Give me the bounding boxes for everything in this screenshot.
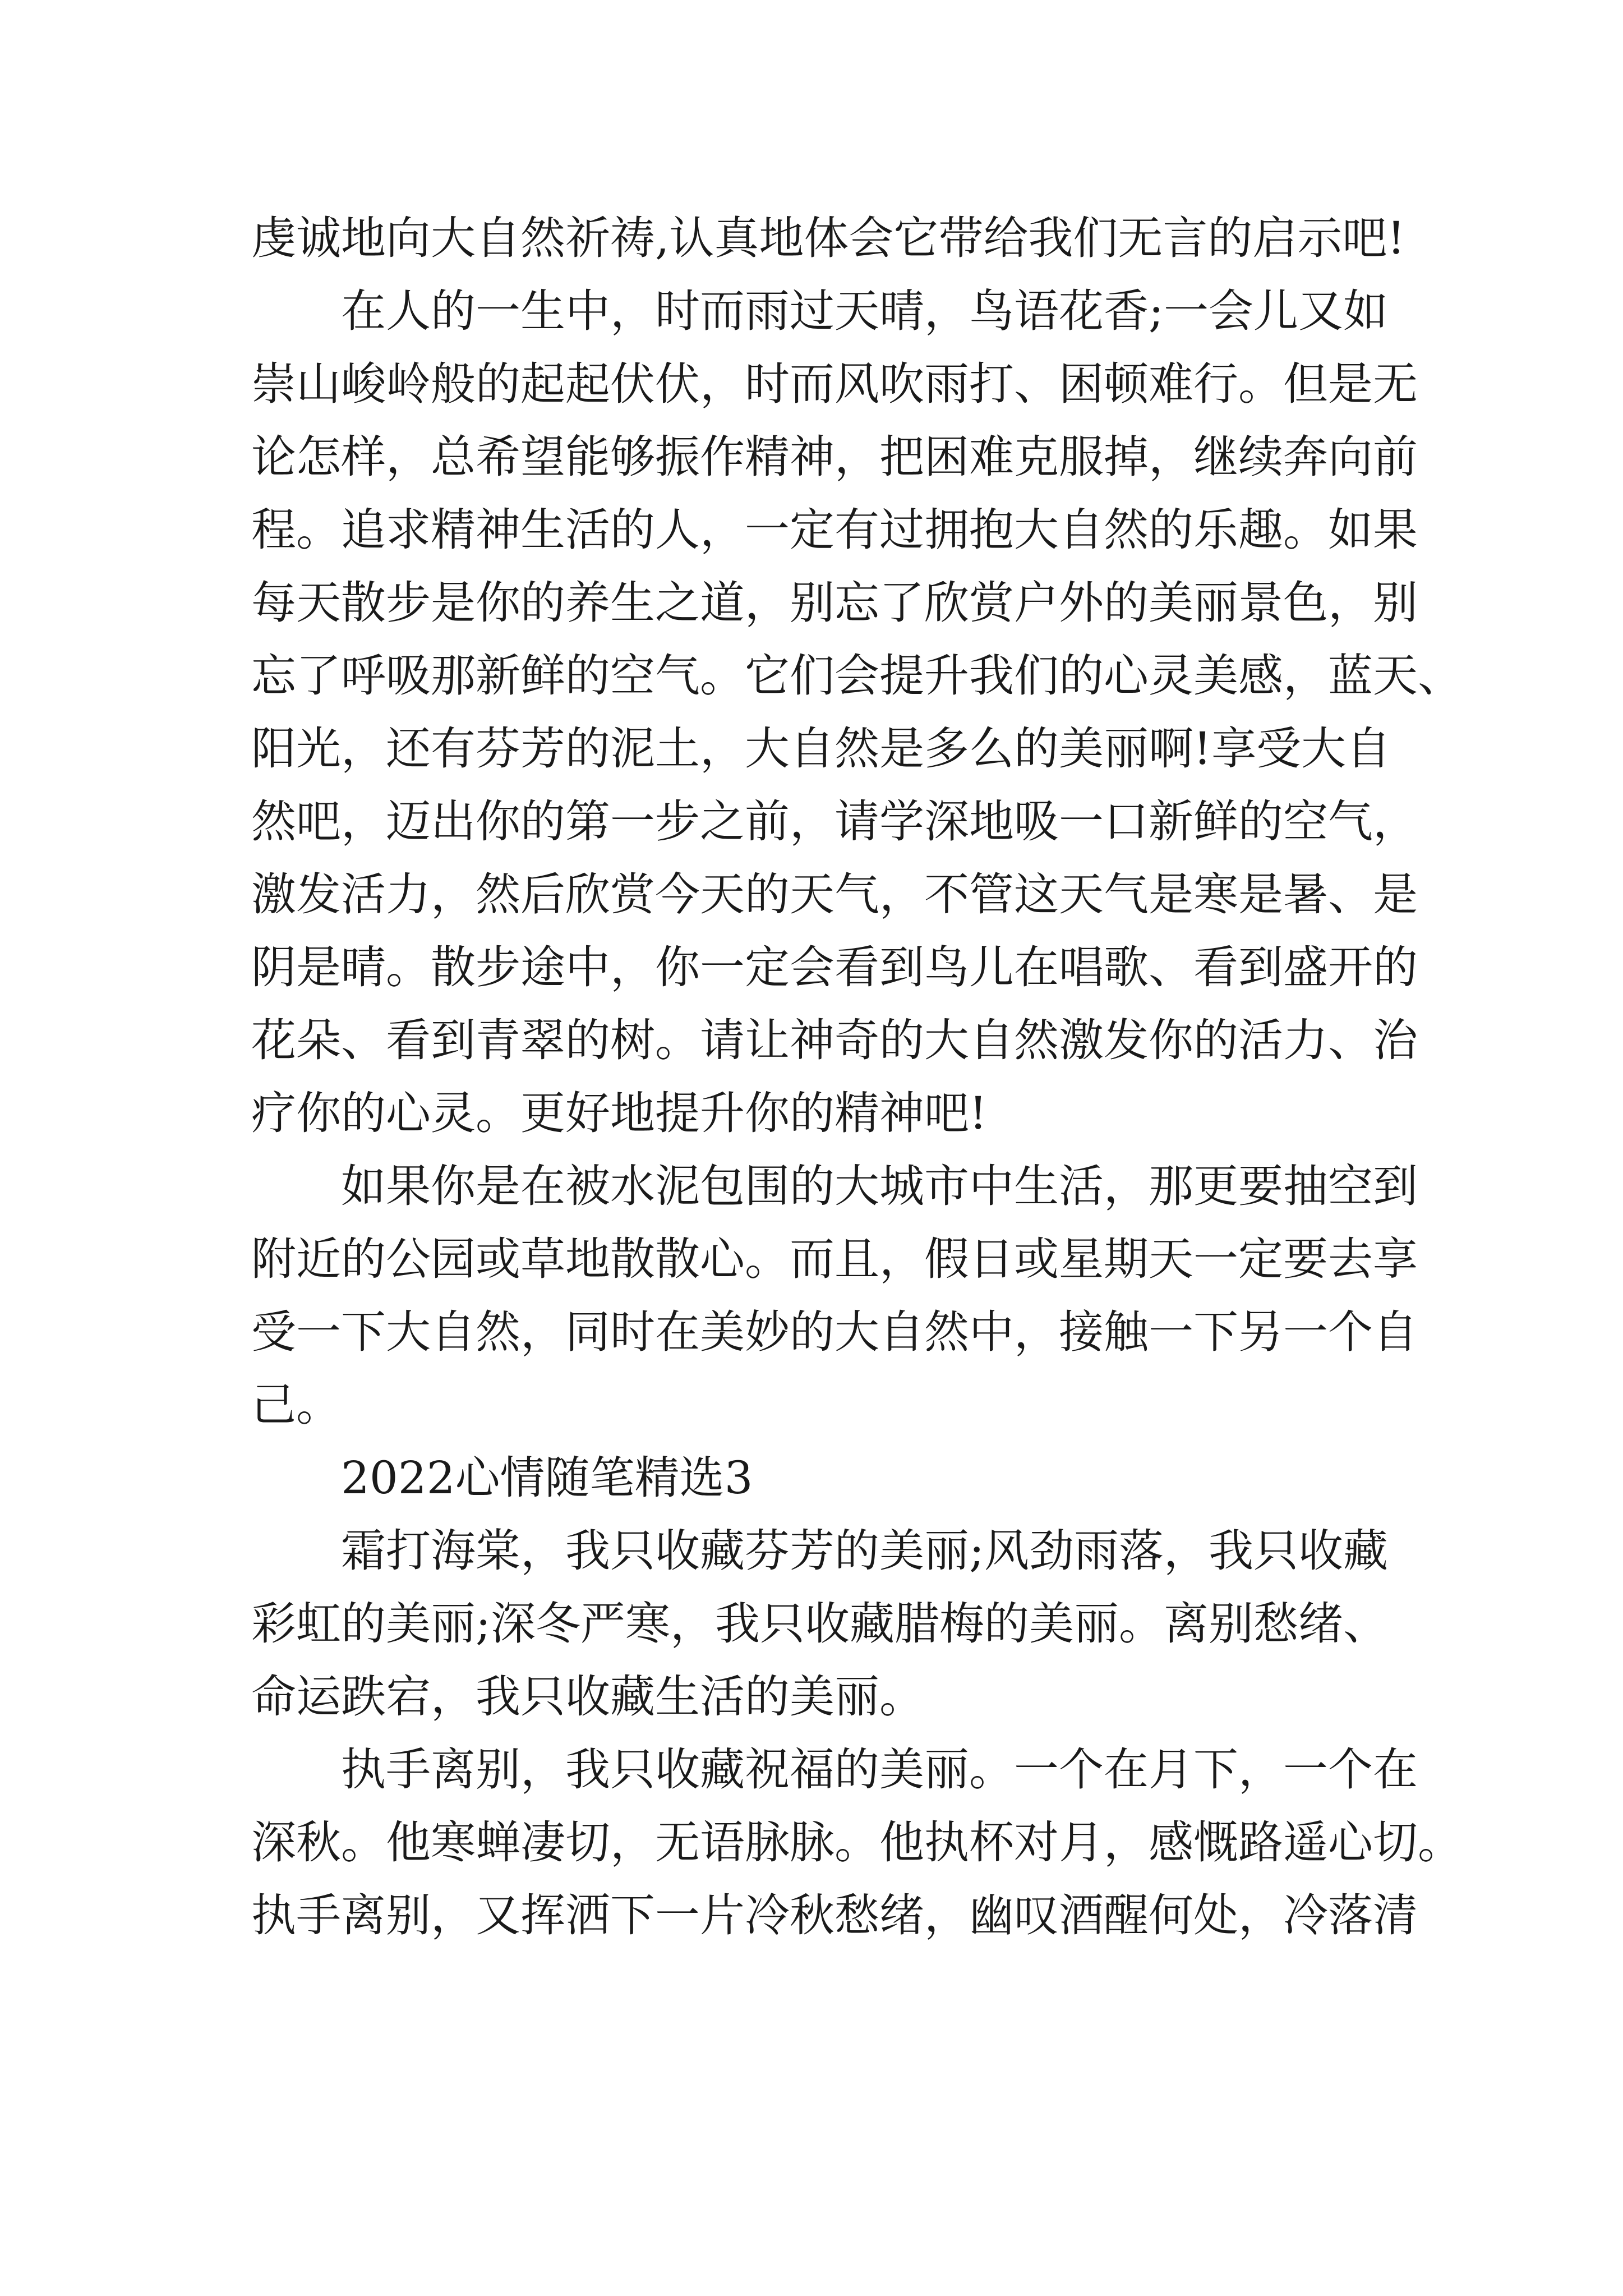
text-line: 程。追求精神生活的人，一定有过拥抱大自然的乐趣。如果 [251,504,1418,556]
text-line: 然吧，迈出你的第一步之前，请学深地吸一口新鲜的空气， [251,795,1418,848]
text-line: 执手离别，又挥洒下一片冷秋愁绪，幽叹酒醒何处，冷落清 [251,1889,1418,1941]
text-line: 彩虹的美丽;深冬严寒，我只收藏腊梅的美丽。离别愁绪、 [251,1598,1388,1650]
text-line: 论怎样，总希望能够振作精神，把困难克服掉，继续奔向前 [251,431,1418,483]
text-line: 阴是晴。散步途中，你一定会看到鸟儿在唱歌、看到盛开的 [251,941,1418,993]
text-line: 忘了呼吸那新鲜的空气。它们会提升我们的心灵美感，蓝天、 [251,650,1463,702]
text-line: 阳光，还有芬芳的泥土，大自然是多么的美丽啊!享受大自 [251,723,1391,775]
text-line: 崇山峻岭般的起起伏伏，时而风吹雨打、困顿难行。但是无 [251,358,1418,410]
text-line: 花朵、看到青翠的树。请让神奇的大自然激发你的活力、治 [251,1014,1418,1066]
text-line: 深秋。他寒蝉凄切，无语脉脉。他执杯对月，感慨路遥心切。 [251,1816,1463,1869]
text-line: 每天散步是你的养生之道，别忘了欣赏户外的美丽景色，别 [251,577,1418,629]
text-line: 受一下大自然，同时在美妙的大自然中，接触一下另一个自 [251,1306,1418,1358]
section-heading: 2022心情随笔精选3 [341,1452,753,1504]
text-line: 疗你的心灵。更好地提升你的精神吧! [251,1087,988,1139]
text-line: 虔诚地向大自然祈祷,认真地体会它带给我们无言的启示吧! [251,212,1405,264]
text-line: 己。 [251,1379,341,1431]
text-line: 激发活力，然后欣赏今天的天气，不管这天气是寒是暑、是 [251,868,1418,921]
text-line: 附近的公园或草地散散心。而且，假日或星期天一定要去享 [251,1233,1418,1285]
text-line: 命运跌宕，我只收藏生活的美丽。 [251,1671,924,1723]
text-line: 如果你是在被水泥包围的大城市中生活，那更要抽空到 [341,1160,1418,1212]
text-line: 霜打海棠，我只收藏芬芳的美丽;风劲雨落，我只收藏 [341,1525,1388,1577]
text-line: 在人的一生中，时而雨过天晴，鸟语花香;一会儿又如 [341,285,1388,337]
text-line: 执手离别，我只收藏祝福的美丽。一个在月下，一个在 [341,1743,1418,1796]
